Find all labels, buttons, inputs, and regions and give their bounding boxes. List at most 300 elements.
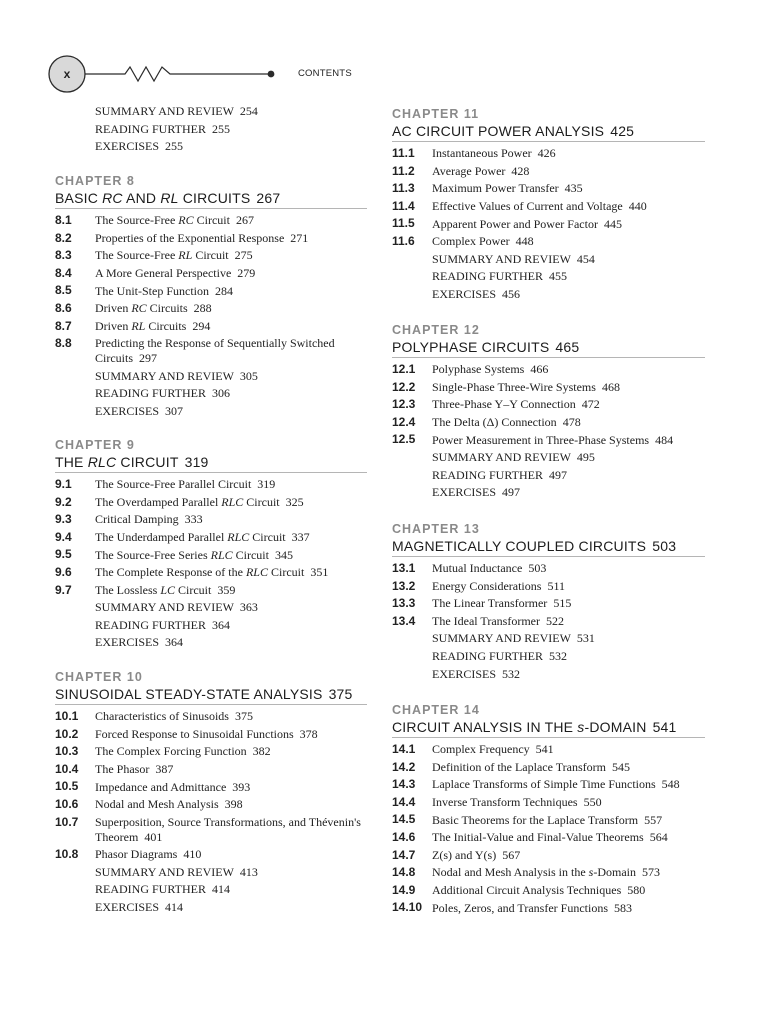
text-fragment: The Linear Transformer — [432, 596, 548, 611]
section-page: 522 — [545, 614, 564, 629]
chapter-14 — [392, 702, 705, 917]
end-matter-page: 364 — [165, 635, 184, 650]
chapter-title — [392, 338, 705, 358]
end-matter-entry[interactable] — [432, 666, 705, 684]
section-title — [432, 163, 705, 181]
section-page: 511 — [547, 578, 565, 593]
text-fragment: Instantaneous Power — [432, 146, 532, 161]
toc-entry[interactable] — [392, 794, 705, 812]
end-matter-page: 414 — [165, 899, 184, 914]
section-title — [95, 335, 367, 368]
section-title — [95, 282, 367, 300]
section-title — [95, 546, 367, 564]
section-page: 337 — [291, 530, 310, 545]
section-label: CONTENTS — [298, 68, 352, 79]
section-title — [432, 578, 705, 596]
section-number: 8.7 — [55, 318, 72, 333]
text-fragment: The Source-Free — [95, 248, 179, 263]
section-title — [432, 811, 705, 829]
toc-entry[interactable] — [392, 396, 705, 414]
section-title — [95, 212, 367, 230]
section-number: 8.5 — [55, 283, 72, 298]
end-matter-page: 307 — [165, 403, 184, 418]
text-fragment: MAGNETICALLY COUPLED CIRCUITS — [392, 538, 647, 554]
section-title — [432, 864, 705, 882]
toc-entry[interactable] — [392, 741, 705, 759]
text-fragment: The Underdamped Parallel — [95, 530, 228, 545]
text-fragment: Apparent Power and Power Factor — [432, 216, 598, 231]
section-page: 448 — [515, 234, 534, 249]
text-fragment: THE — [55, 454, 88, 470]
toc-entry[interactable] — [392, 613, 705, 631]
resistor-line-decoration — [0, 0, 778, 100]
toc-entry[interactable] — [392, 899, 705, 917]
section-page: 297 — [139, 351, 157, 366]
text-fragment: Circuit — [267, 565, 305, 580]
section-number: 8.6 — [55, 300, 72, 315]
section-number: 12.4 — [392, 414, 416, 429]
text-fragment: AC CIRCUIT POWER ANALYSIS — [392, 123, 605, 139]
chapter-label: CHAPTER 11 — [392, 107, 480, 121]
text-fragment: CIRCUITS — [178, 190, 251, 206]
end-matter-label: EXERCISES — [432, 286, 497, 301]
toc-entry[interactable] — [392, 882, 705, 900]
section-title — [432, 379, 705, 397]
section-title — [432, 847, 705, 865]
end-matter-entry[interactable] — [95, 881, 367, 899]
section-number: 11.2 — [392, 163, 415, 178]
toc-entry[interactable] — [392, 145, 705, 163]
text-fragment: -Domain — [593, 865, 636, 880]
toc-entry[interactable] — [392, 361, 705, 379]
end-matter-page: 456 — [502, 286, 521, 301]
chapter-page: 267 — [256, 190, 281, 206]
section-page: 426 — [537, 146, 556, 161]
text-fragment: RL — [160, 190, 179, 206]
section-title — [432, 595, 705, 613]
text-fragment: -DOMAIN — [584, 719, 647, 735]
toc-entry[interactable] — [55, 582, 367, 600]
section-title — [432, 829, 705, 847]
section-page: 410 — [183, 847, 202, 862]
end-matter-entry[interactable] — [432, 484, 705, 502]
summary-entry: SUMMARY AND REVIEW 254 — [95, 104, 258, 118]
end-matter-page: 455 — [548, 269, 567, 284]
end-matter-entry[interactable] — [432, 630, 705, 648]
end-matter-entry[interactable] — [95, 634, 367, 652]
end-matter-page: 497 — [502, 485, 521, 500]
text-fragment: A More General Perspective — [95, 266, 232, 281]
section-page: 288 — [193, 301, 212, 316]
end-matter-page: 363 — [239, 600, 258, 615]
text-fragment: RL — [178, 248, 193, 263]
toc-entry[interactable] — [55, 247, 367, 265]
text-fragment: BASIC — [55, 190, 103, 206]
section-page: 325 — [285, 494, 304, 509]
section-title — [432, 613, 705, 631]
text-fragment: The Complete Response of the — [95, 565, 246, 580]
section-title — [95, 778, 367, 796]
toc-entry[interactable] — [55, 564, 367, 582]
end-matter-entry[interactable] — [432, 268, 705, 286]
text-fragment: The Complex Forcing Function — [95, 744, 247, 759]
toc-entry[interactable] — [392, 578, 705, 596]
chapter-label: CHAPTER 8 — [55, 174, 135, 188]
text-fragment: CIRCUIT ANALYSIS IN THE — [392, 719, 578, 735]
text-fragment: Three-Phase Y–Y Connection — [432, 397, 576, 412]
text-fragment: CIRCUIT — [116, 454, 179, 470]
toc-entry[interactable] — [55, 282, 367, 300]
section-title — [432, 560, 705, 578]
section-number: 9.3 — [55, 512, 72, 527]
section-number: 13.2 — [392, 578, 416, 593]
text-fragment: The Delta (Δ) Connection — [432, 415, 557, 430]
toc-entry[interactable] — [392, 215, 705, 233]
toc-entry[interactable] — [55, 476, 367, 494]
section-page: 398 — [224, 797, 243, 812]
toc-entry[interactable] — [55, 761, 367, 779]
section-number: 10.8 — [55, 847, 79, 862]
end-matter-page: 454 — [576, 251, 595, 266]
text-fragment: Nodal and Mesh Analysis — [95, 797, 219, 812]
section-title — [432, 414, 705, 432]
section-page: 567 — [502, 847, 521, 862]
section-page: 484 — [655, 432, 674, 447]
chapter-page: 319 — [184, 454, 209, 470]
text-fragment: Mutual Inductance — [432, 561, 523, 576]
chapter-label: CHAPTER 9 — [55, 438, 135, 452]
section-page: 382 — [252, 744, 271, 759]
section-title — [95, 708, 367, 726]
text-fragment: Basic Theorems for the Laplace Transform — [432, 812, 639, 827]
text-fragment: Driven — [95, 301, 132, 316]
toc-entry[interactable] — [55, 708, 367, 726]
section-number: 9.7 — [55, 582, 72, 597]
text-fragment: LC — [160, 582, 176, 597]
end-matter-entry[interactable] — [95, 403, 367, 421]
section-title — [432, 361, 705, 379]
end-matter-page: 531 — [576, 631, 595, 646]
toc-entry[interactable] — [392, 198, 705, 216]
section-number: 14.1 — [392, 742, 416, 756]
text-fragment: The Lossless — [95, 582, 161, 597]
end-matter-entry[interactable] — [95, 368, 367, 386]
toc-entry[interactable] — [55, 796, 367, 814]
section-title — [95, 761, 367, 779]
section-page: 393 — [232, 779, 251, 794]
section-number: 10.5 — [55, 779, 79, 794]
text-fragment: The Source-Free Parallel Circuit — [95, 477, 252, 492]
toc-entry[interactable] — [55, 265, 367, 283]
section-title — [432, 215, 705, 233]
end-matter-label: EXERCISES — [95, 899, 160, 914]
toc-entry[interactable] — [392, 759, 705, 777]
toc-entry[interactable] — [55, 726, 367, 744]
toc-entry[interactable] — [55, 778, 367, 796]
end-matter-page: 306 — [211, 386, 230, 401]
toc-entry[interactable] — [392, 776, 705, 794]
section-title — [95, 476, 367, 494]
section-page: 466 — [530, 362, 549, 377]
section-page: 468 — [601, 379, 620, 394]
text-fragment: Circuit — [175, 582, 212, 597]
end-matter-entry[interactable] — [95, 864, 367, 882]
section-title — [95, 318, 367, 336]
section-number: 14.2 — [392, 759, 416, 774]
chapter-8 — [55, 173, 367, 421]
chapter-title — [55, 685, 367, 705]
section-number: 8.2 — [55, 230, 72, 245]
end-matter-entry[interactable] — [95, 599, 367, 617]
text-fragment: Definition of the Laplace Transform — [432, 759, 606, 774]
section-number: 11.5 — [392, 216, 415, 231]
toc-entry[interactable] — [55, 494, 367, 512]
section-title — [432, 145, 705, 163]
end-matter-entry[interactable] — [432, 648, 705, 666]
section-page: 428 — [511, 163, 530, 178]
section-page: 333 — [184, 512, 203, 527]
text-fragment: Circuit — [243, 494, 280, 509]
section-page: 401 — [144, 829, 163, 844]
end-matter-label: READING FURTHER — [95, 617, 206, 632]
text-fragment: Additional Circuit Analysis Techniques — [432, 883, 622, 898]
text-fragment: The Phasor — [95, 762, 150, 777]
toc-entry[interactable] — [392, 560, 705, 578]
section-title — [432, 882, 705, 900]
toc-entry[interactable] — [392, 595, 705, 613]
section-number: 10.6 — [55, 796, 79, 811]
section-page: 345 — [274, 547, 293, 562]
section-number: 12.1 — [392, 362, 416, 376]
section-number: 13.3 — [392, 596, 416, 611]
text-fragment: The Source-Free Series — [95, 547, 211, 562]
toc-entry[interactable] — [392, 163, 705, 181]
section-page: 550 — [583, 795, 602, 810]
section-page: 548 — [661, 777, 680, 792]
section-number: 9.5 — [55, 547, 72, 562]
end-matter-entry[interactable] — [432, 286, 705, 304]
toc-entry[interactable] — [55, 318, 367, 336]
text-fragment: Complex Frequency — [432, 742, 530, 757]
section-page: 375 — [234, 709, 253, 724]
text-fragment: Circuit — [232, 547, 269, 562]
section-title — [95, 796, 367, 814]
end-matter-label: READING FURTHER — [432, 648, 543, 663]
text-fragment: SINUSOIDAL STEADY-STATE ANALYSIS — [55, 686, 323, 702]
toc-entry[interactable] — [55, 230, 367, 248]
text-fragment: Average Power — [432, 163, 506, 178]
chapter-12 — [392, 322, 705, 502]
end-matter-entry[interactable] — [432, 449, 705, 467]
section-number: 10.4 — [55, 761, 79, 776]
section-page: 351 — [310, 565, 329, 580]
end-matter-page: 413 — [239, 864, 258, 879]
section-number: 12.5 — [392, 432, 416, 447]
section-title — [95, 230, 367, 248]
text-fragment: Z(s) and Y(s) — [432, 847, 497, 862]
toc-entry[interactable] — [55, 743, 367, 761]
end-matter-label: SUMMARY AND REVIEW — [95, 368, 234, 383]
section-number: 10.2 — [55, 726, 79, 741]
section-page: 294 — [192, 318, 211, 333]
chapter-title — [392, 537, 705, 557]
text-fragment: The Source-Free — [95, 213, 179, 228]
end-matter-entry[interactable] — [432, 251, 705, 269]
text-fragment: Energy Considerations — [432, 578, 542, 593]
end-matter-label: READING FURTHER — [95, 386, 206, 401]
end-matter-page: 497 — [548, 467, 567, 482]
text-fragment: Characteristics of Sinusoids — [95, 709, 229, 724]
chapter-page: 375 — [328, 686, 353, 702]
section-title — [95, 300, 367, 318]
section-page: 271 — [290, 230, 309, 245]
section-title — [95, 564, 367, 582]
text-fragment: RLC — [87, 454, 117, 470]
toc-entry[interactable] — [392, 414, 705, 432]
end-matter-entry[interactable] — [95, 899, 367, 917]
section-page: 440 — [628, 199, 647, 214]
section-number: 14.5 — [392, 812, 416, 827]
toc-entry[interactable] — [55, 546, 367, 564]
chapter-13 — [392, 521, 705, 683]
section-page: 580 — [627, 883, 646, 898]
section-page: 503 — [528, 561, 547, 576]
section-number: 12.2 — [392, 379, 416, 394]
end-matter-entry[interactable] — [95, 617, 367, 635]
section-title — [432, 180, 705, 198]
text-fragment: Impedance and Admittance — [95, 779, 227, 794]
text-fragment: The Ideal Transformer — [432, 614, 540, 629]
section-number: 9.4 — [55, 529, 72, 544]
section-page: 564 — [649, 830, 668, 845]
text-fragment: Effective Values of Current and Voltage — [432, 199, 623, 214]
text-fragment: RC — [102, 190, 123, 206]
toc-entry[interactable] — [392, 811, 705, 829]
section-number: 10.1 — [55, 709, 79, 723]
reading-entry: READING FURTHER 255 — [95, 121, 230, 136]
chapter-title — [392, 718, 705, 738]
text-fragment: Complex Power — [432, 234, 510, 249]
toc-entry[interactable] — [392, 847, 705, 865]
section-title — [95, 814, 367, 847]
end-matter-label: SUMMARY AND REVIEW — [432, 631, 571, 646]
text-fragment: Circuit — [193, 213, 230, 228]
text-fragment: Circuits — [145, 318, 187, 333]
section-number: 9.2 — [55, 494, 72, 509]
toc-entry[interactable] — [55, 511, 367, 529]
text-fragment: RLC — [245, 565, 268, 580]
page-header — [0, 0, 778, 100]
text-fragment: RLC — [210, 547, 233, 562]
section-number: 14.3 — [392, 777, 416, 792]
chapter-page: 503 — [652, 538, 677, 554]
section-number: 13.4 — [392, 613, 416, 628]
text-fragment: Circuit — [192, 248, 229, 263]
section-number: 14.9 — [392, 882, 416, 897]
end-matter-page: 414 — [211, 882, 230, 897]
end-matter-entry[interactable] — [432, 467, 705, 485]
section-number: 9.6 — [55, 564, 72, 579]
section-page: 267 — [235, 213, 254, 228]
text-fragment: POLYPHASE CIRCUITS — [392, 339, 550, 355]
end-matter-label: EXERCISES — [432, 666, 497, 681]
text-fragment: Phasor Diagrams — [95, 847, 178, 862]
text-fragment: The Overdamped Parallel — [95, 494, 222, 509]
chapter-11 — [392, 106, 705, 303]
toc-entry[interactable] — [55, 335, 367, 368]
toc-entry[interactable] — [392, 233, 705, 251]
toc-entry[interactable] — [392, 379, 705, 397]
text-fragment: Power Measurement in Three-Phase Systems — [432, 432, 650, 447]
toc-entry[interactable] — [392, 864, 705, 882]
toc-entry[interactable] — [55, 300, 367, 318]
section-page: 435 — [564, 181, 583, 196]
section-page: 279 — [237, 266, 256, 281]
chapter-title — [392, 122, 705, 142]
section-number: 11.1 — [392, 146, 415, 160]
exercises-entry: EXERCISES 255 — [95, 139, 184, 154]
section-page: 445 — [603, 216, 622, 231]
chapter-9 — [55, 437, 367, 652]
section-page: 387 — [155, 762, 174, 777]
end-matter-label: READING FURTHER — [432, 269, 543, 284]
section-title — [432, 233, 705, 251]
chapter-page: 465 — [555, 339, 580, 355]
section-title — [95, 247, 367, 265]
end-matter-label: EXERCISES — [95, 635, 160, 650]
section-title — [432, 776, 705, 794]
end-matter-page: 532 — [502, 666, 521, 681]
toc-entry[interactable] — [55, 212, 367, 230]
section-title — [95, 582, 367, 600]
chapter-title — [55, 189, 367, 209]
section-title — [432, 431, 705, 449]
section-title — [95, 846, 367, 864]
end-matter-label: READING FURTHER — [432, 467, 543, 482]
end-matter-page: 495 — [576, 449, 595, 464]
section-number: 8.8 — [55, 336, 72, 351]
section-title — [432, 794, 705, 812]
section-title — [432, 741, 705, 759]
chapter-title — [55, 453, 367, 473]
section-title — [95, 529, 367, 547]
section-page: 472 — [581, 397, 600, 412]
section-title — [432, 396, 705, 414]
section-title — [432, 198, 705, 216]
section-page: 583 — [614, 900, 632, 915]
toc-entry[interactable] — [55, 814, 367, 847]
toc-entry[interactable] — [55, 529, 367, 547]
chapter7-continuation — [55, 103, 367, 156]
toc-entry[interactable] — [55, 846, 367, 864]
toc-entry[interactable] — [392, 431, 705, 449]
section-number: 8.1 — [55, 213, 72, 227]
text-fragment: Laplace Transforms of Simple Time Functions — [432, 777, 656, 792]
end-matter-page: 364 — [211, 617, 230, 632]
toc-entry[interactable] — [392, 829, 705, 847]
toc-entry[interactable] — [392, 180, 705, 198]
section-page: 284 — [215, 283, 233, 298]
section-number: 11.3 — [392, 181, 415, 196]
section-number: 11.6 — [392, 233, 415, 248]
text-fragment: RC — [178, 213, 194, 228]
text-fragment: Circuit — [249, 530, 286, 545]
text-fragment: Inverse Transform Techniques — [432, 795, 578, 810]
end-matter-label: SUMMARY AND REVIEW — [95, 600, 234, 615]
end-matter-entry[interactable] — [95, 385, 367, 403]
end-matter-label: SUMMARY AND REVIEW — [432, 449, 571, 464]
section-number: 14.4 — [392, 794, 416, 809]
